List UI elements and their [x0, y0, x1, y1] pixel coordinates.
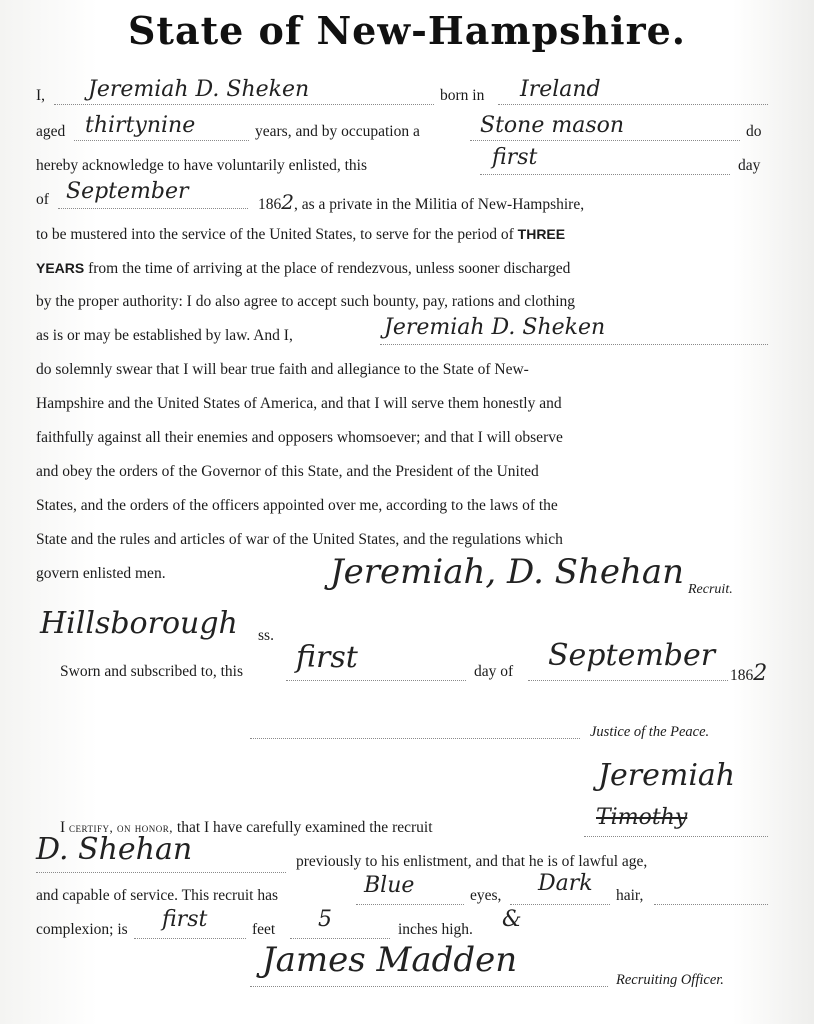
occupation-dotted-line — [470, 140, 740, 141]
ampersand-mark: & — [502, 907, 522, 932]
officer-label: Recruiting Officer. — [616, 972, 724, 988]
eyes-label: eyes, — [470, 887, 502, 904]
line-9-text: do solemnly swear that I will bear true faith and allegiance to the State of New- — [36, 361, 529, 378]
line-13-text: States, and the orders of the officers appointed over me, according to the laws of the — [36, 497, 558, 514]
ss-label: ss. — [258, 627, 274, 644]
occupation-label: years, and by occupation a — [255, 123, 420, 140]
inches-handwritten: 5 — [318, 907, 332, 932]
feet-label: feet — [252, 921, 276, 938]
inserted-name-handwritten: Jeremiah — [598, 758, 736, 793]
certificate-line-4: complexion; is — [36, 921, 128, 938]
sworn-year-digit: 2 — [753, 661, 768, 686]
line-6-text — [36, 258, 570, 279]
line-4-rest: , as a private in the Militia of New-Hampshire, — [293, 196, 585, 213]
feet-handwritten: first — [162, 907, 208, 932]
sworn-month-dotted-line — [528, 680, 728, 681]
born-in-label: born in — [440, 87, 485, 104]
day-label: day — [738, 157, 761, 174]
inches-label: inches high. — [398, 921, 473, 938]
line-14-text: State and the rules and articles of war of the United States, and the regulations which — [36, 531, 563, 548]
sworn-day-handwritten: first — [296, 640, 358, 675]
eyes-dotted-line — [356, 904, 464, 905]
certify-on-honor: certify, on honor, — [69, 820, 174, 835]
inches-dotted-line — [290, 938, 390, 939]
certificate-line-2: previously to his enlistment, and that he is of lawful age, — [296, 853, 648, 870]
hair-dotted-line — [510, 904, 610, 905]
line-10-text: Hampshire and the United States of America, and that I will serve them honestly and — [36, 395, 562, 412]
justice-label: Justice of the Peace. — [590, 724, 710, 740]
eyes-handwritten: Blue — [364, 873, 415, 898]
sworn-year-prefix: 186 — [730, 667, 754, 684]
line-3-text: hereby acknowledge to have voluntarily enlisted, this — [36, 157, 368, 174]
officer-signature-line — [250, 986, 608, 987]
county-handwritten: Hillsborough — [40, 606, 238, 641]
name-cont-dotted-line — [36, 872, 286, 873]
age-handwritten: thirtynine — [85, 113, 196, 138]
officer-signature: James Madden — [262, 940, 518, 980]
name-cont-handwritten: D. Shehan — [36, 832, 193, 867]
sworn-text: Sworn and subscribed to, this — [60, 663, 243, 680]
line-11-text: faithfully against all their enemies and opposers whomsoever; and that I will observe — [36, 429, 563, 446]
hair-label: hair, — [616, 887, 644, 904]
line-8-text: as is or may be established by law. And I, — [36, 327, 293, 344]
years-label: YEARS — [36, 260, 85, 276]
line-7-text: by the proper authority: I do also agree to accept such bounty, pay, rations and clothing — [36, 293, 576, 310]
name2-dotted-line — [380, 344, 768, 345]
hair-handwritten: Dark — [538, 871, 593, 896]
enlist-day-handwritten: first — [492, 145, 538, 170]
recruit-name-handwritten: Jeremiah D. Sheken — [88, 77, 310, 102]
hair-trail-dotted-line — [654, 904, 768, 905]
enlist-month-handwritten: September — [66, 179, 189, 204]
age-dotted-line — [74, 140, 249, 141]
year-text — [258, 190, 584, 215]
struck-name-handwritten: Timothy — [596, 805, 688, 830]
cert-i: I — [60, 819, 66, 836]
recruit-name2-handwritten: Jeremiah D. Sheken — [384, 315, 606, 340]
line-5-text — [36, 224, 565, 245]
recruit-name-cert-dotted-line — [584, 836, 768, 837]
occupation-handwritten: Stone mason — [480, 113, 625, 138]
line-1-i: I, — [36, 87, 46, 104]
recruit-signature: Jeremiah, D. Shehan — [330, 552, 685, 592]
day-of-label: day of — [474, 663, 514, 680]
sworn-month-handwritten: September — [548, 638, 716, 673]
line-12-text: and obey the orders of the Governor of this State, and the President of the United — [36, 463, 539, 480]
year-prefix: 186 — [258, 196, 282, 213]
of-label: of — [36, 191, 49, 208]
three-label: THREE — [517, 226, 566, 242]
line-6-body: from the time of arriving at the place of rendezvous, unless sooner discharged — [88, 260, 571, 277]
justice-signature-line — [250, 738, 580, 739]
birthplace-dotted-line — [498, 104, 768, 105]
do-label: do — [746, 123, 762, 140]
cert-line-1-body: that I have carefully examined the recruit — [176, 819, 433, 836]
enlist-day-dotted-line — [480, 174, 730, 175]
line-5-body: to be mustered into the service of the United States, to serve for the period of — [36, 226, 514, 243]
sworn-day-dotted-line — [286, 680, 466, 681]
enlist-month-dotted-line — [58, 208, 248, 209]
feet-dotted-line — [134, 938, 246, 939]
document-title: State of New-Hampshire. — [127, 8, 687, 53]
name-dotted-line — [54, 104, 434, 105]
year-digit-handwritten: 2 — [281, 190, 294, 214]
line-15-text: govern enlisted men. — [36, 565, 166, 582]
recruit-label: Recruit. — [688, 582, 733, 597]
birthplace-handwritten: Ireland — [520, 77, 601, 102]
sworn-year — [730, 662, 767, 686]
aged-label: aged — [36, 123, 66, 140]
certificate-line-3: and capable of service. This recruit has — [36, 887, 279, 904]
